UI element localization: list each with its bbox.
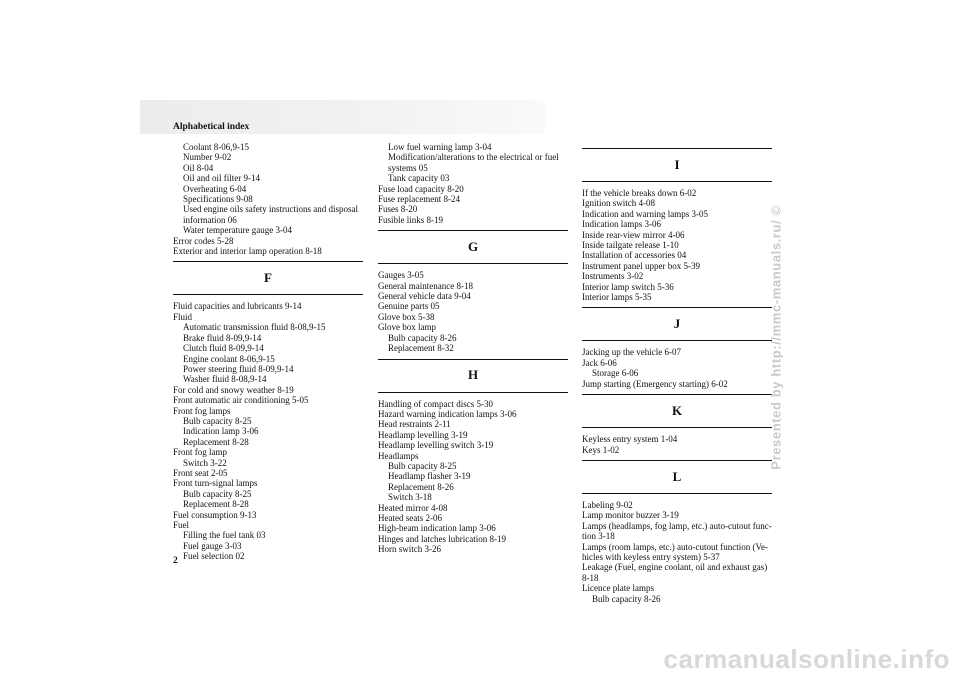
index-subentry: Replacement 8-28 bbox=[183, 436, 249, 447]
index-entry: Front fog lamp bbox=[173, 447, 227, 458]
index-subentry: Bulb capacity 8-25 bbox=[183, 488, 252, 499]
section-header: G bbox=[378, 230, 568, 264]
section-header: J bbox=[582, 307, 772, 341]
index-entry: Lamps (room lamps, etc.) auto-cutout function (Ve-hicles with keyless entry system) 5-37 bbox=[582, 541, 768, 562]
index-entry: General maintenance 8-18 bbox=[378, 280, 473, 291]
index-subentry: Bulb capacity 8-26 bbox=[388, 332, 457, 343]
index-entry: Instrument panel upper box 5-39 bbox=[582, 260, 700, 271]
index-entry: Fluid bbox=[173, 311, 193, 322]
index-subentry: Replacement 8-32 bbox=[388, 343, 454, 354]
index-column-3 bbox=[582, 148, 772, 604]
index-subentry: Fuel gauge 3-03 bbox=[183, 540, 242, 551]
index-entry: Lamps (headlamps, fog lamp, etc.) auto-cutout func-tion 3-18 bbox=[582, 520, 772, 542]
index-entry: If the vehicle breaks down 6-02 bbox=[582, 188, 697, 198]
index-subentry: Filling the fuel tank 03 bbox=[183, 530, 266, 541]
index-entry: Inside rear-view mirror 4-06 bbox=[582, 229, 685, 240]
index-entry: Fluid capacities and lubricants 9-14 bbox=[173, 301, 302, 312]
section-header: I bbox=[582, 148, 772, 182]
section-header: L bbox=[582, 460, 772, 494]
index-subentry: Storage 6-06 bbox=[592, 368, 639, 379]
page-title: Alphabetical index bbox=[173, 122, 250, 132]
index-entry: Interior lamps 5-35 bbox=[582, 292, 652, 303]
index-subentry: Bulb capacity 8-26 bbox=[592, 593, 661, 604]
index-entry: For cold and snowy weather 8-19 bbox=[173, 384, 294, 395]
index-entry: Lamp monitor buzzer 3-19 bbox=[582, 510, 679, 521]
index-entry: Exterior and interior lamp operation 8-18 bbox=[173, 246, 322, 257]
index-entry: Instruments 3-02 bbox=[582, 271, 644, 282]
index-subentry: Engine coolant 8-06,9-15 bbox=[183, 353, 275, 364]
index-subentry: Number 9-02 bbox=[183, 152, 232, 163]
index-entry: Glove box lamp bbox=[378, 322, 436, 333]
index-entry: Headlamp levelling switch 3-19 bbox=[378, 440, 494, 451]
index-subentry: Tank capacity 03 bbox=[388, 173, 450, 184]
index-subentry: Coolant 8-06,9-15 bbox=[183, 142, 249, 152]
index-entry: Ignition switch 4-08 bbox=[582, 198, 655, 209]
index-entry: Fuse replacement 8-24 bbox=[378, 194, 460, 205]
index-entry: Front turn-signal lamps bbox=[173, 478, 258, 489]
index-entry: Front seat 2-05 bbox=[173, 467, 228, 478]
index-entry: Heated mirror 4-08 bbox=[378, 502, 448, 513]
index-entry: Headlamp levelling 3-19 bbox=[378, 429, 468, 440]
index-subentry: Replacement 8-28 bbox=[183, 499, 249, 510]
index-entry: Jacking up the vehicle 6-07 bbox=[582, 347, 681, 358]
index-subentry: Water temperature gauge 3-04 bbox=[183, 225, 292, 236]
index-entry: Indication and warning lamps 3-05 bbox=[582, 208, 708, 219]
index-subentry: Replacement 8-26 bbox=[388, 481, 454, 492]
index-column-1 bbox=[173, 142, 363, 562]
index-entry: Hazard warning indication lamps 3-06 bbox=[378, 408, 517, 419]
side-watermark: Presented by http://mmc-manuals.ru/ © bbox=[768, 205, 784, 470]
index-subentry: Clutch fluid 8-09,9-14 bbox=[183, 343, 264, 354]
index-entry: Heated seats 2-06 bbox=[378, 512, 442, 523]
index-subentry: Brake fluid 8-09,9-14 bbox=[183, 332, 262, 343]
index-entry: Interior lamp switch 5-36 bbox=[582, 281, 674, 292]
index-entry: Leakage (Fuel, engine coolant, oil and exhaust gas) 8-18 bbox=[582, 562, 768, 583]
index-subentry: Oil 8-04 bbox=[183, 162, 214, 173]
index-entry: Fuses 8-20 bbox=[378, 204, 418, 215]
footer-watermark: carmanualsonline.info bbox=[663, 644, 950, 674]
index-subentry: Overheating 6-04 bbox=[183, 183, 247, 194]
index-entry: General vehicle data 9-04 bbox=[378, 291, 471, 302]
index-entry: Hinges and latches lubrication 8-19 bbox=[378, 533, 506, 544]
index-entry: Licence plate lamps bbox=[582, 583, 654, 594]
index-subentry: Indication lamp 3-06 bbox=[183, 426, 259, 437]
index-entry: Fuel consumption 9-13 bbox=[173, 509, 257, 520]
index-entry: Head restraints 2-11 bbox=[378, 419, 451, 430]
index-entry: Jump starting (Emergency starting) 6-02 bbox=[582, 378, 728, 389]
index-entry: Fuel bbox=[173, 520, 190, 530]
section-header: H bbox=[378, 359, 568, 393]
index-entry: Headlamps bbox=[378, 450, 419, 461]
section-header: K bbox=[582, 394, 772, 428]
index-subentry: Headlamp flasher 3-19 bbox=[388, 471, 471, 482]
index-subentry: Specifications 9-08 bbox=[183, 194, 253, 205]
index-entry: Inside tailgate release 1-10 bbox=[582, 240, 679, 251]
index-subentry: Fuel selection 02 bbox=[183, 551, 245, 562]
index-subentry: Modification/alterations to the electrical or fuel systems 05 bbox=[388, 152, 559, 173]
index-subentry: Power steering fluid 8-09,9-14 bbox=[183, 363, 294, 374]
index-entry: High-beam indication lamp 3-06 bbox=[378, 523, 496, 534]
page-number: 2 bbox=[173, 556, 178, 566]
section-header: F bbox=[173, 261, 363, 295]
index-entry: Keyless entry system 1-04 bbox=[582, 434, 678, 445]
index-entry: Fusible links 8-19 bbox=[378, 214, 444, 225]
index-entry: Indication lamps 3-06 bbox=[582, 219, 661, 230]
index-subentry: Switch 3-22 bbox=[183, 457, 227, 468]
index-entry: Front fog lamps bbox=[173, 405, 231, 416]
index-entry: Glove box 5-38 bbox=[378, 311, 435, 322]
index-subentry: Bulb capacity 8-25 bbox=[388, 460, 457, 471]
index-subentry: Low fuel warning lamp 3-04 bbox=[388, 142, 492, 152]
index-subentry: Used engine oils safety instructions and disposal information 06 bbox=[183, 204, 358, 225]
index-entry: Keys 1-02 bbox=[582, 444, 620, 455]
index-entry: Front automatic air conditioning 5-05 bbox=[173, 395, 309, 406]
index-column-2 bbox=[378, 142, 568, 555]
index-entry: Installation of accessories 04 bbox=[582, 250, 687, 261]
index-entry: Fuse load capacity 8-20 bbox=[378, 183, 464, 194]
index-entry: Horn switch 3-26 bbox=[378, 544, 441, 555]
index-entry: Genuine parts 05 bbox=[378, 301, 440, 312]
index-subentry: Oil and oil filter 9-14 bbox=[183, 173, 260, 184]
index-entry: Gauges 3-05 bbox=[378, 270, 424, 281]
index-entry: Handling of compact discs 5-30 bbox=[378, 398, 493, 409]
index-subentry: Bulb capacity 8-25 bbox=[183, 415, 252, 426]
index-entry: Error codes 5-28 bbox=[173, 235, 234, 246]
index-entry: Jack 6-06 bbox=[582, 357, 617, 368]
index-subentry: Switch 3-18 bbox=[388, 492, 432, 503]
index-subentry: Washer fluid 8-08,9-14 bbox=[183, 374, 267, 385]
index-subentry: Automatic transmission fluid 8-08,9-15 bbox=[183, 322, 326, 333]
index-entry: Labeling 9-02 bbox=[582, 499, 633, 510]
